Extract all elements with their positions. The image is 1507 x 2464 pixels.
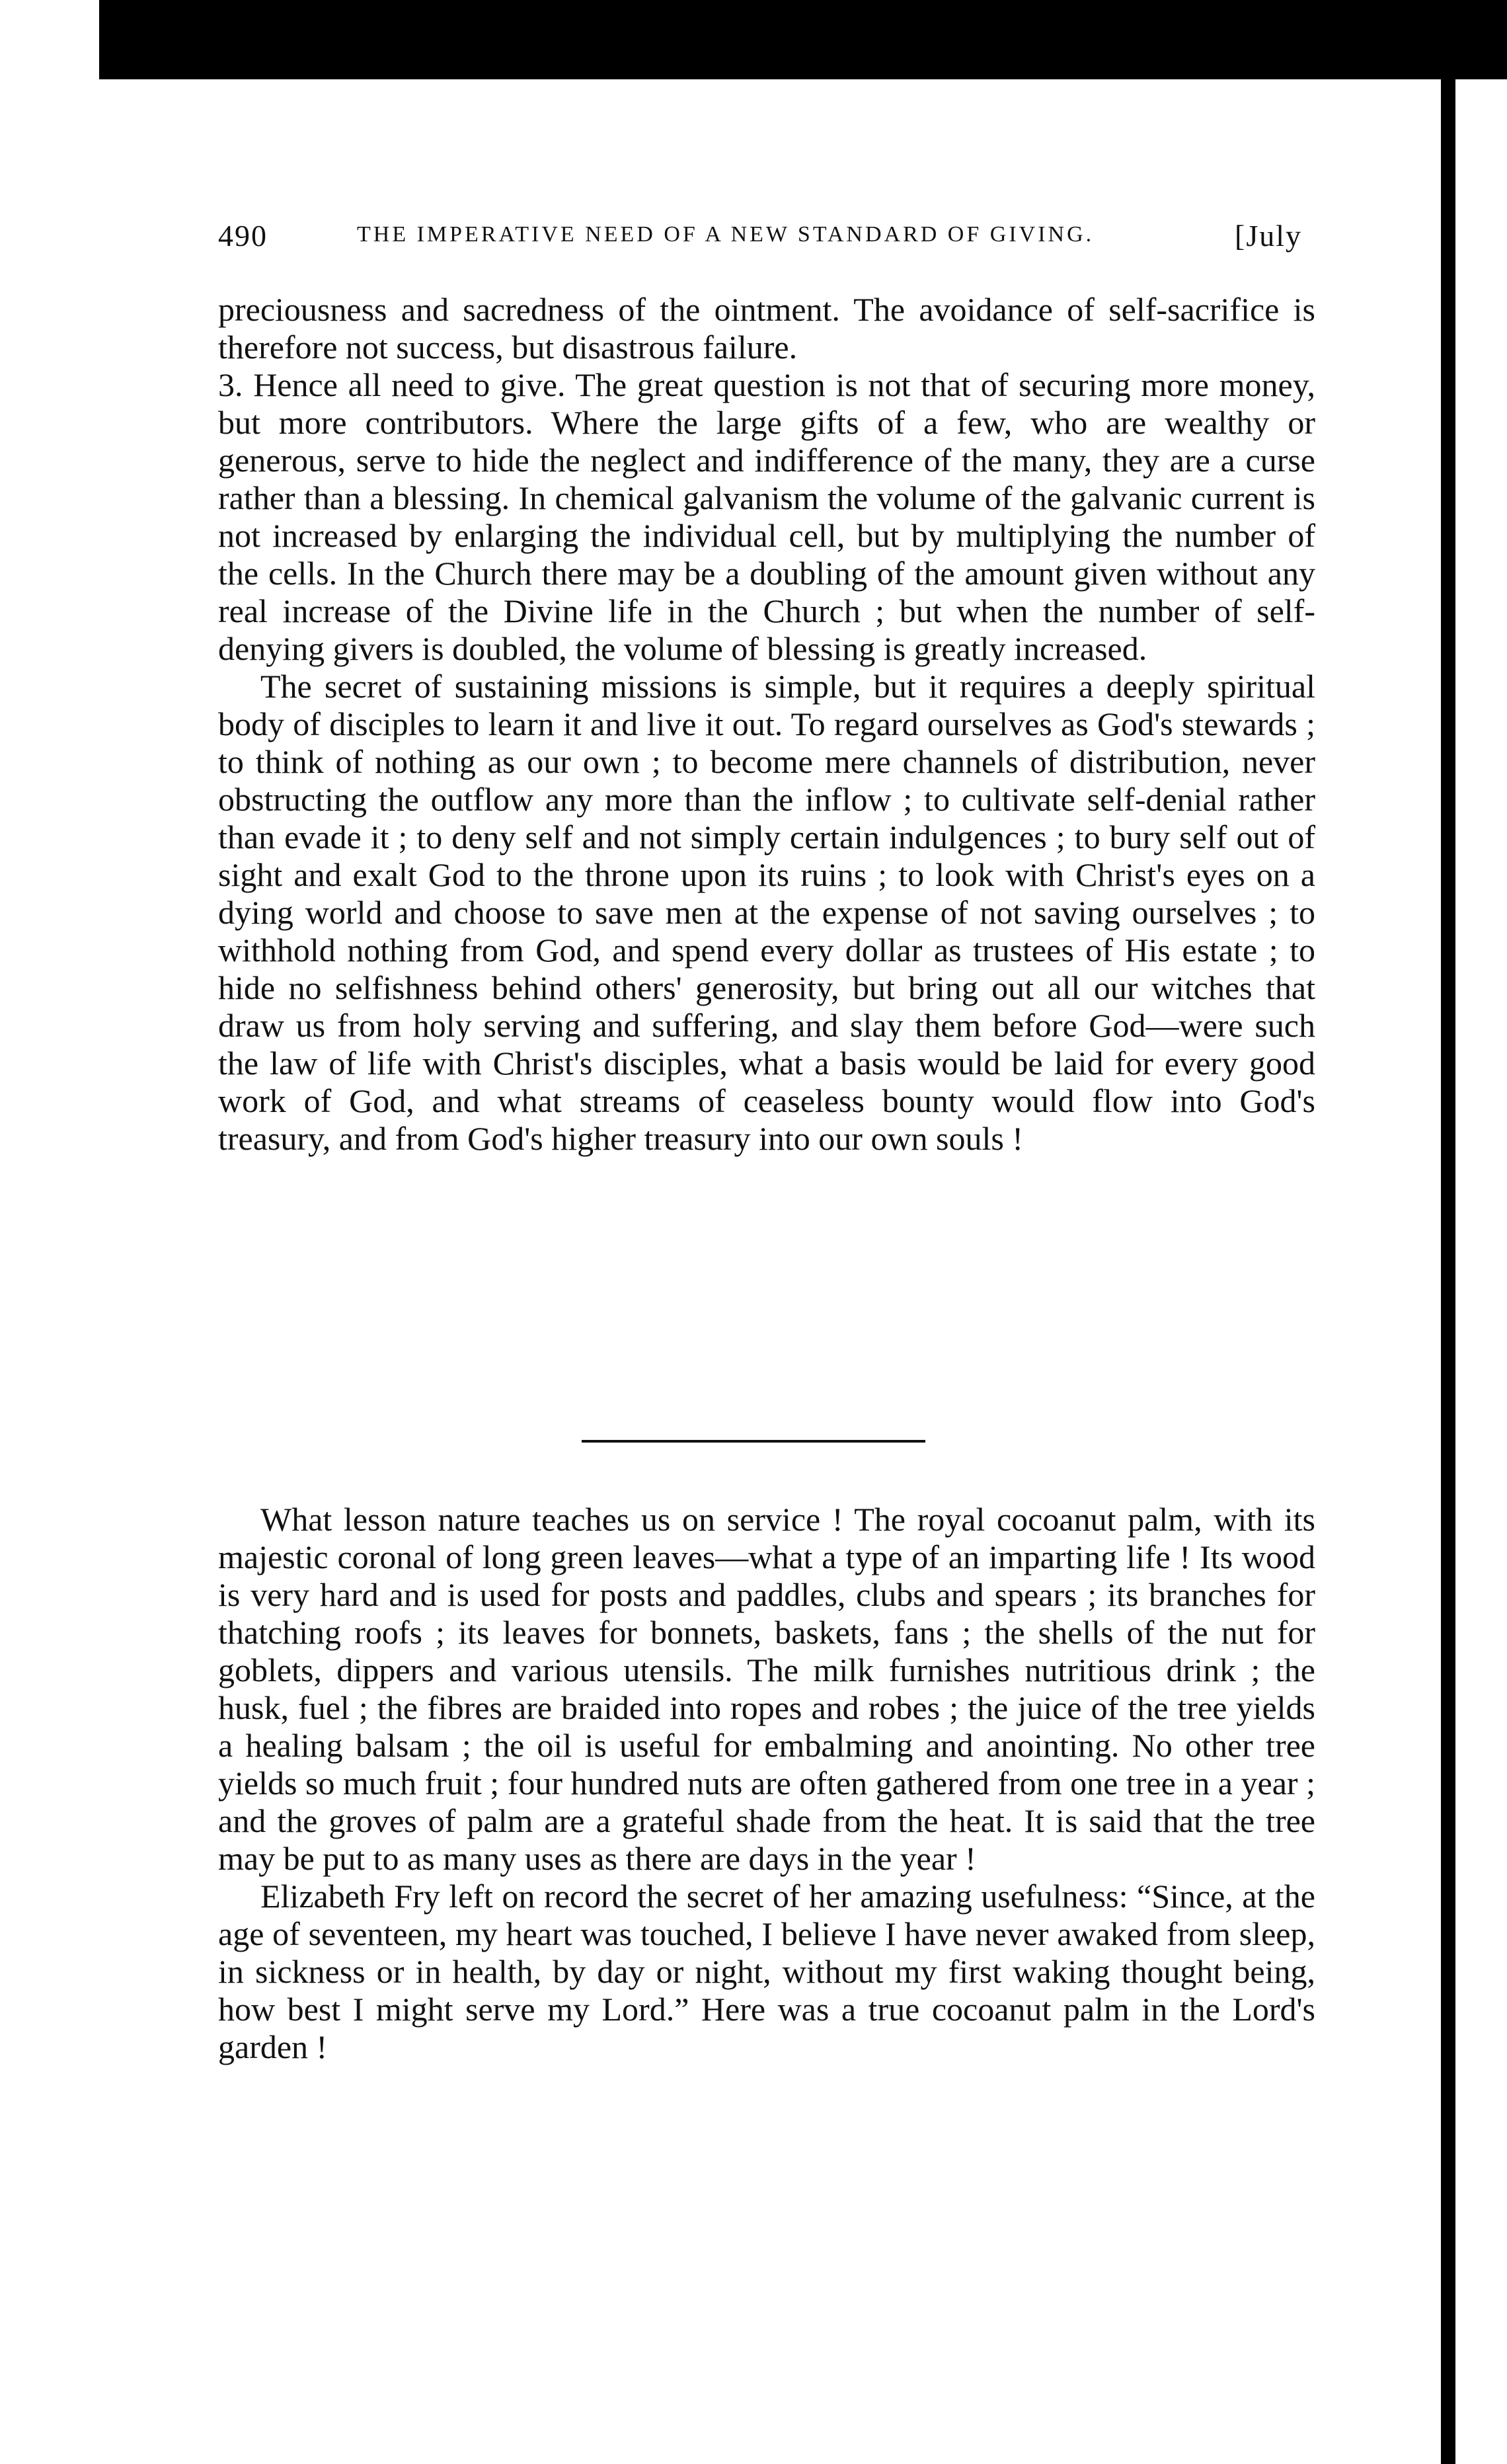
paragraph: 3. Hence all need to give. The great question is not that of securing more money, but more contributors. Where the large gifts of a few, who are wealthy or generous, serve to hide the neglect and indifference of the many, they are a curse rather than a blessing. In chemical galvanism the volume of the galvanic current is not increased by enlarging the individual cell, but by multiplying the number of the cells. In the Church there may be a doubling of the amount given without any real increase of the Divine life in the Church ; but when the number of self-denying givers is doubled, the volume of blessing is greatly increased. bbox=[218, 366, 1315, 667]
section-cocoanut-palm bbox=[218, 1501, 1315, 2066]
running-month: [July bbox=[1235, 219, 1302, 253]
section-stewardship bbox=[218, 291, 1315, 1158]
page-header bbox=[218, 218, 1302, 264]
scan-right-border bbox=[1438, 79, 1507, 2464]
scan-top-border bbox=[99, 0, 1507, 79]
paragraph: What lesson nature teaches us on service ! The royal cocoanut palm, with its majestic coronal of long green leaves—what a type of an imparting life ! Its wood is very hard and is used for posts and paddles, clubs and spears ; its branches for thatching roofs ; its leaves for bonnets, baskets, fans ; the shells of the nut for goblets, dippers and various utensils. The milk furnishes nutritious drink ; the husk, fuel ; the fibres are braided into ropes and robes ; the juice of the tree yields a healing balsam ; the oil is useful for embalming and anointing. No other tree yields so much fruit ; four hundred nuts are often gathered from one tree in a year ; and the groves of palm are a grateful shade from the heat. It is said that the tree may be put to as many uses as there are days in the year ! bbox=[218, 1501, 1315, 1877]
page-number: 490 bbox=[218, 219, 268, 253]
paragraph: preciousness and sacredness of the ointment. The avoidance of self-sacrifice is therefore not success, but disastrous failure. bbox=[218, 291, 1315, 366]
paragraph: Elizabeth Fry left on record the secret of her amazing usefulness: “Since, at the age of seventeen, my heart was touched, I believe I have never awaked from sleep, in sickness or in health, by day or night, without my first waking thought being, how best I might serve my Lord.” Here was a true cocoanut palm in the Lord's garden ! bbox=[218, 1878, 1315, 2065]
running-title: THE IMPERATIVE NEED OF A NEW STANDARD OF GIVING. bbox=[357, 222, 1095, 247]
paragraph: The secret of sustaining missions is simple, but it requires a deeply spiritual body of disciples to learn it and live it out. To regard ourselves as God's stewards ; to think of nothing as our own ; to become mere channels of distribution, never obstructing the outflow any more than the inflow ; to cultivate self-denial rather than evade it ; to deny self and not simply certain indulgences ; to bury self out of sight and exalt God to the throne upon its ruins ; to look with Christ's eyes on a dying world and choose to save men at the expense of not saving ourselves ; to withhold nothing from God, and spend every dollar as trustees of His estate ; to hide no selfishness behind others' generosity, but bring out all our witches that draw us from holy serving and suffering, and slay them before God—were such the law of life with Christ's disciples, what a basis would be laid for every good work of God, and what streams of ceaseless bounty would flow into God's treasury, and from God's higher treasury into our own souls ! bbox=[218, 668, 1315, 1157]
section-divider bbox=[582, 1440, 925, 1443]
